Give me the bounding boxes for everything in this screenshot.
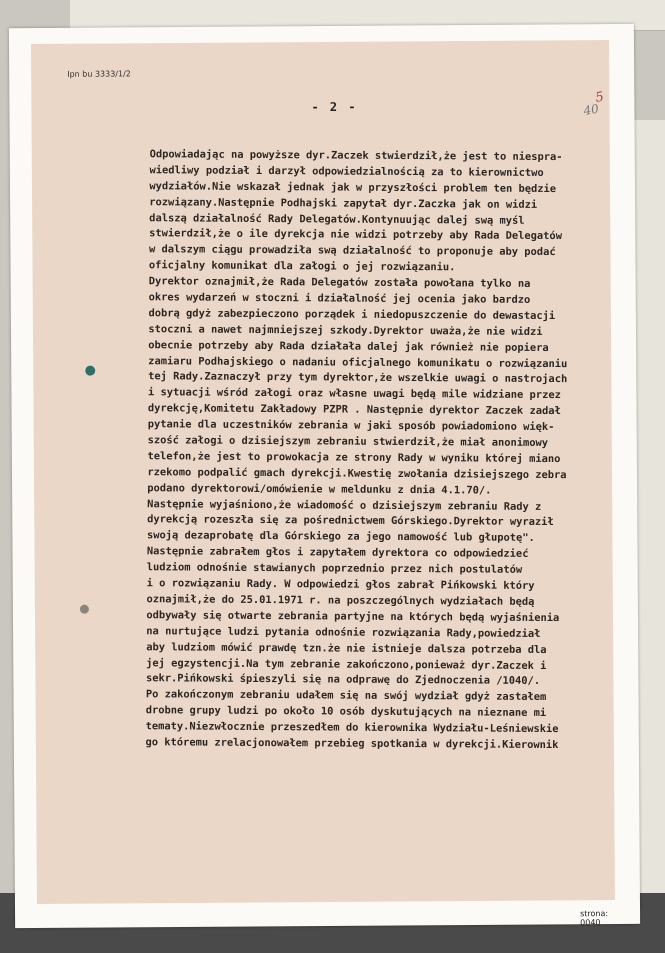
text-line: dyrekcję,Komitetu Zakładowy PZPR . Następnie dyrektor Zaczek zadał [147, 402, 561, 418]
text-line: wiedliwy podział i darzył odpowiedzialnością za to kierownictwo [149, 164, 544, 179]
text-line: szość załogi o dzisiejszym zebraniu stwierdził,że miał anonimowy [147, 434, 549, 450]
text-line: go któremu zrelacjonowałem przebieg spotkania w dyrekcji.Kierownik [145, 736, 559, 752]
archive-id: Ipn bu 3333/1/2 [67, 69, 131, 79]
typewritten-page [31, 40, 615, 928]
text-line: dyrekcją rozeszła się za pośrednictwem Górskiego.Dyrektor wyraził [147, 513, 554, 529]
text-line: Dyrektor oznajmił,że Rada Delegatów została powołana tylko na [148, 275, 531, 290]
text-line: zamiaru Podhajskiego o nadaniu oficjalnego komunikatu o rozwiązaniu [148, 354, 568, 370]
annotation-number: 5 [594, 89, 606, 106]
text-line: dalszą działalność Rady Delegatów.Kontynuując dalej swą myśl [149, 211, 525, 227]
text-line: swoją dezaprobatę dla Górskiego za jego namowość lub głupotę". [146, 529, 535, 545]
text-line: okres wydarzeń w stoczni i działalność jej ocenia jako bardzo [148, 291, 531, 306]
text-line: aby ludziom mówić prawdę tzn.że nie istnieje dalsza potrzeba dla [146, 640, 547, 656]
body-text [145, 147, 649, 754]
punch-hole-mark [80, 605, 89, 614]
page-number: - 2 - [311, 99, 358, 115]
text-line: Odpowiadając na powyższe dyr.Zaczek stwierdził,że jest to niespra- [149, 148, 563, 164]
text-line: i o rozwiązaniu Rady. W odpowiedzi głos zabrał Pińkowski który [146, 577, 535, 592]
text-line: stoczni a nawet najmniejszej szkody.Dyrektor uważa,że nie widzi [148, 323, 543, 338]
text-line: tej Rady.Zaznaczył przy tym dyrektor,że wszelkie uwagi o nastrojach [148, 370, 568, 386]
handwritten-annotation [582, 89, 607, 119]
text-line: w dalszym ciągu prowadziła swą działalność to proponuje aby podać [148, 243, 556, 259]
text-line: odbywały się otwarte zebrania partyjne na których będą wyjaśnienia [146, 609, 560, 624]
text-line: oficjalny komunikat dla załogi o jej rozwiązaniu. [148, 259, 456, 274]
text-line: oznajmił,że do 25.01.1971 r. na poszczególnych wydziałach będą [146, 593, 535, 608]
text-line: i sytuacji wśród załogi oraz własne uwagi będą mile widziane przez [147, 386, 561, 402]
text-line: obecnie potrzeby aby Rada działała dalej jak również nie popiera [148, 338, 549, 354]
annotation-sub: 40 [582, 101, 600, 119]
text-line: tematy.Niezwłocznie przeszedłem do kierownika Wydziału-Leśniewskie [145, 720, 559, 736]
text-line: wydziałów.Nie wskazał jednak jak w przyszłości problem ten będzie [149, 179, 557, 195]
text-line: podano dyrektorowi/omówienie w meldunku z dnia 4.1.70/. [147, 481, 492, 497]
text-line: jej egzystencji.Na tym zebranie zakończono,ponieważ dyr.Zaczek i [146, 656, 547, 672]
document-sheet [9, 24, 640, 928]
text-line: dobrą gdyż zabezpieczono porządek i niedopuszczenie do dewastacji [148, 307, 556, 322]
text-line: telefon,że jest to prowokacja ze strony Rady w wyniku której miano [147, 450, 561, 466]
text-line: rozwiązany.Następnie Podhajski zapytał dyr.Zaczka jak on widzi [149, 195, 538, 211]
text-line: Po zakończonym zebraniu udałem się na swój wydział gdyż zastałem [145, 688, 547, 704]
text-line: pytanie dla uczestników zebrania w jaki sposób powiadomiono więk- [147, 418, 555, 434]
text-line: na nurtujące ludzi pytania odnośnie rozwiązania Rady,powiedział [146, 624, 541, 640]
text-line: stwierdził,że o ile dyrekcja nie widzi potrzeby aby Rada Delegatów [149, 227, 563, 243]
text-line: sekr.Pińkowski śpieszyli się na odprawę do Zjednoczenia /1040/. [145, 672, 541, 688]
text-line: ludziom odnośnie stawianych poprzednio przez nich postulatów [146, 561, 523, 576]
text-line: drobne grupy ludzi po około 10 osób dyskutujących na nieznane mi [145, 704, 547, 720]
punch-hole-mark [85, 366, 95, 376]
text-line: Następnie zabrałem głos i zapytałem dyrektora co odpowiedzieć [146, 545, 529, 561]
text-line: rzekomo podpalić gmach dyrekcji.Kwestię zwołania dzisiejszego zebra [147, 466, 567, 481]
page-footer: strona: 0040 [580, 909, 609, 928]
text-line: Następnie wyjaśniono,że wiadomość o dzisiejszym zebraniu Rady z [147, 497, 542, 513]
